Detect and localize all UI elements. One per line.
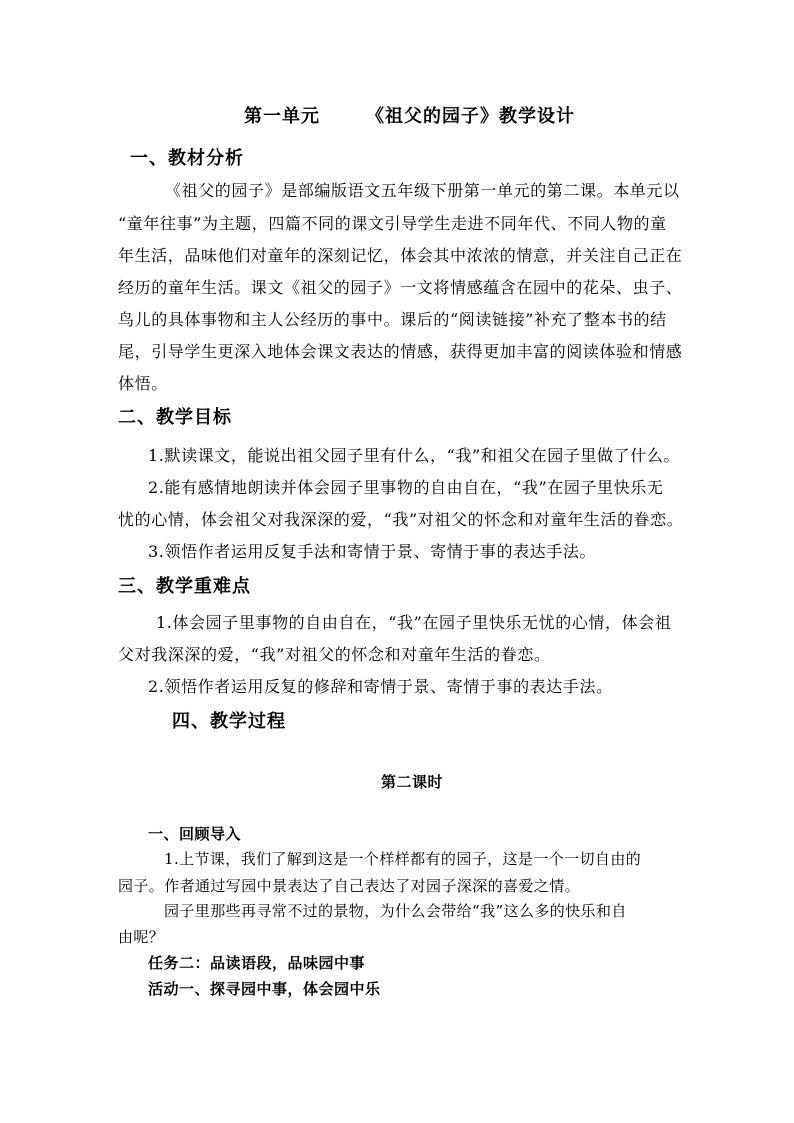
title-lesson: 《祖父的园子》教学设计 — [366, 106, 575, 127]
s3-paragraph-line: 2.领悟作者运用反复的修辞和寄情于景、寄情于事的表达手法。 — [148, 677, 613, 696]
s2-paragraph-line: 忧的心情，体会祖父对我深深的爱，“我”对祖父的怀念和对童年生活的眷恋。 — [118, 510, 684, 529]
s1-paragraph-line: 《祖父的园子》是部编版语文五年级下册第一单元的第二课。本单元以 — [165, 181, 680, 200]
lesson-paragraph-line: 1.上节课，我们了解到这是一个样样都有的园子，这是一个一切自由的 — [164, 850, 642, 868]
s2-paragraph-line: 1.默读课文，能说出祖父园子里有什么，“我”和祖父在园子里做了什么。 — [148, 446, 681, 465]
s2-paragraph-line: 2.能有感情地朗读并体会园子里事物的自由自在，“我”在园子里快乐无 — [148, 478, 664, 497]
section-4-heading: 四、教学过程 — [172, 711, 286, 732]
s1-paragraph-line: 鸟儿的具体事物和主人公经历的事中。课后的“阅读链接”补充了整本书的结 — [118, 310, 667, 329]
lesson-heading: 第二课时 — [381, 773, 444, 791]
s1-paragraph-line: 尾，引导学生更深入地体会课文表达的情感，获得更加丰富的阅读体验和情感 — [118, 342, 683, 361]
lesson-paragraph-line: 由呢？ — [118, 928, 165, 946]
lesson-paragraph-line: 园子里那些再寻常不过的景物，为什么会带给“我”这么多的快乐和自 — [164, 902, 627, 920]
activity-heading: 活动一、探寻园中事，体会园中乐 — [148, 980, 381, 998]
section-3-heading: 三、教学重难点 — [118, 576, 251, 597]
s1-paragraph-line: 体悟。 — [118, 374, 168, 393]
s3-paragraph-line: 1.体会园子里事物的自由自在，“我”在园子里快乐无忧的心情，体会祖 — [156, 613, 672, 632]
lesson-paragraph-line: 园子。作者通过写园中景表达了自己表达了对园子深深的喜爱之情。 — [118, 877, 581, 895]
s1-paragraph-line: 年生活，品味他们对童年的深刻记忆，体会其中浓浓的情意，并关注自己正在 — [118, 246, 683, 265]
lesson-subheading: 一、回顾导入 — [148, 825, 242, 843]
section-2-heading: 二、教学目标 — [118, 407, 232, 428]
s2-paragraph-line: 3.领悟作者运用反复手法和寄情于景、寄情于事的表达手法。 — [148, 542, 597, 561]
s1-paragraph-line: 经历的童年生活。课文《祖父的园子》一文将情感蕴含在园中的花朵、虫子、 — [118, 278, 683, 297]
s3-paragraph-line: 父对我深深的爱，“我”对祖父的怀念和对童年生活的眷恋。 — [118, 645, 551, 664]
document-title — [244, 107, 575, 127]
title-unit: 第一单元 — [244, 106, 320, 127]
s1-paragraph-line: “童年往事”为主题，四篇不同的课文引导学生走进不同年代、不同人物的童 — [118, 214, 667, 233]
task-heading: 任务二：品读语段，品味园中事 — [148, 954, 366, 972]
section-1-heading: 一、教材分析 — [130, 148, 244, 169]
